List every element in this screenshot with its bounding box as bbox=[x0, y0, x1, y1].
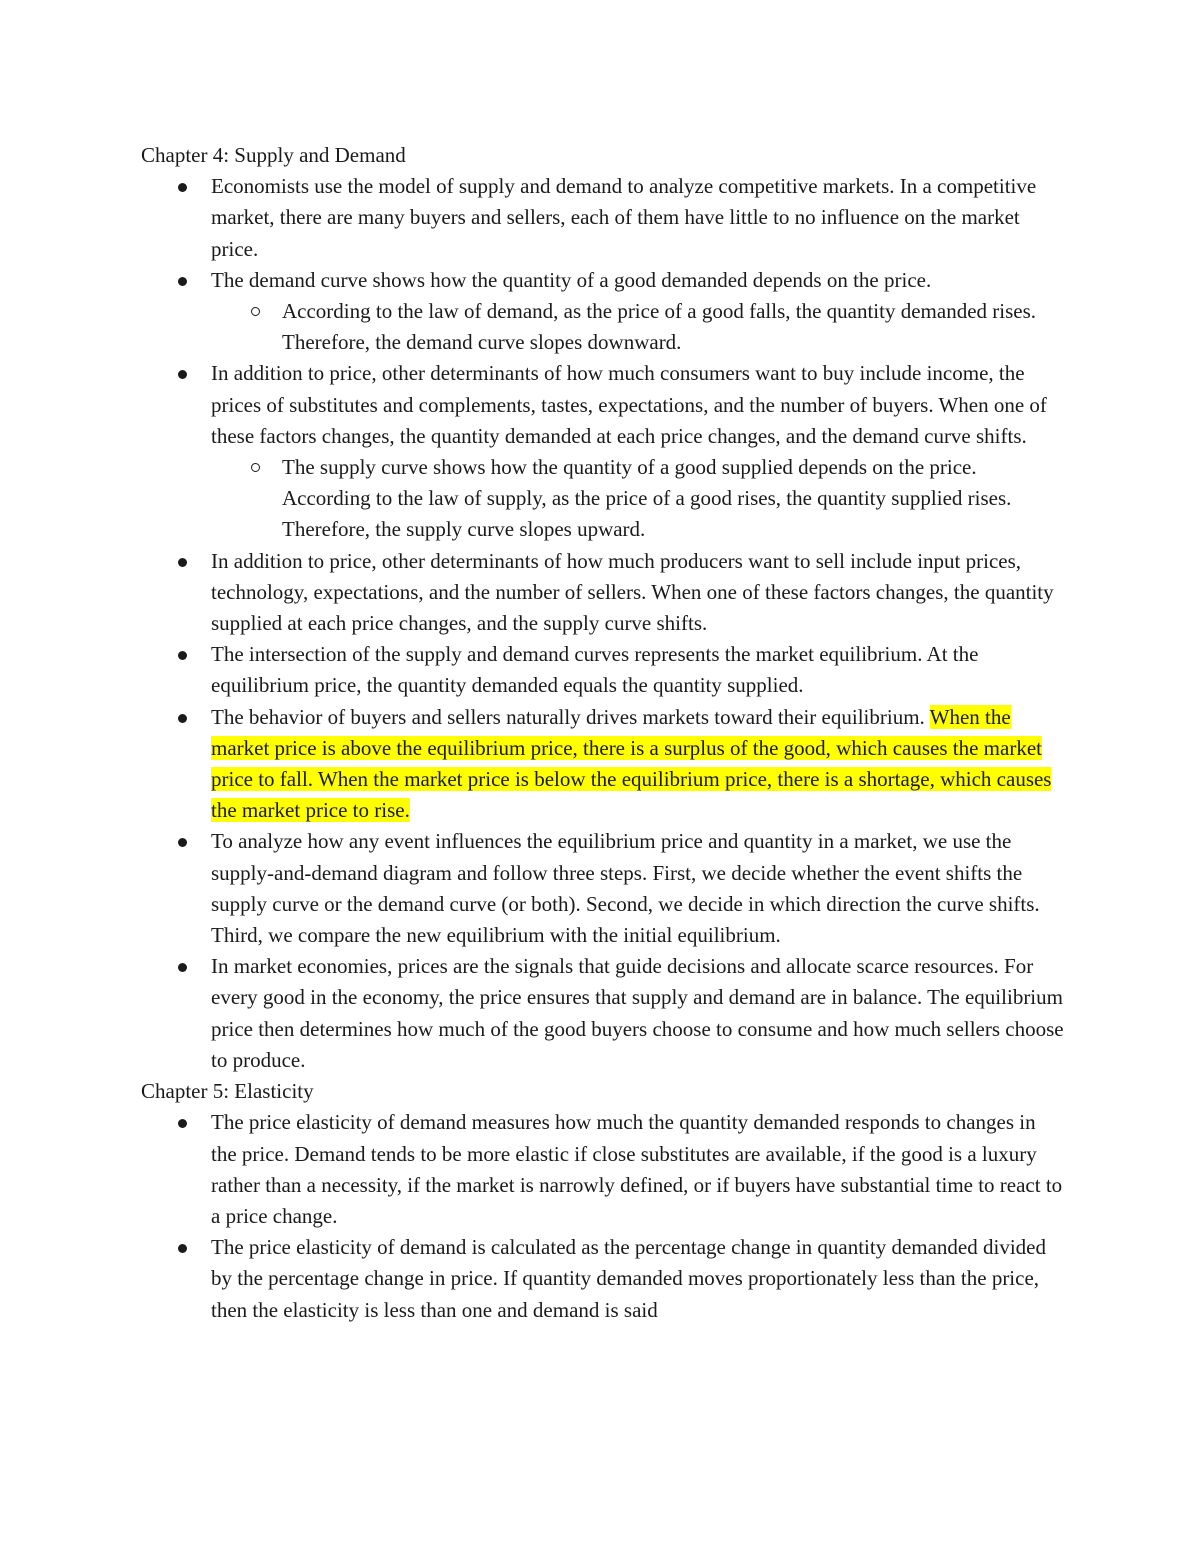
chapter-5-bullet-list bbox=[141, 1107, 1066, 1325]
list-item-text: The behavior of buyers and sellers naturally drives markets toward their equilibrium. bbox=[211, 704, 930, 729]
list-item bbox=[211, 951, 1066, 1076]
hollow-bullet-icon bbox=[251, 307, 260, 316]
list-item bbox=[211, 358, 1066, 545]
list-item bbox=[211, 639, 1066, 701]
list-item bbox=[211, 171, 1066, 265]
bullet-icon bbox=[178, 370, 187, 379]
list-item bbox=[211, 1232, 1066, 1326]
bullet-icon bbox=[178, 838, 187, 847]
list-item-text: The price elasticity of demand measures how much the quantity demanded responds to changes in the price. Demand tends to be more elastic if close substitutes are available, if the good is a luxury rather than a necessity, if the market is narrowly defined, or if buyers have substantial time to react to a price change. bbox=[211, 1110, 1063, 1228]
list-item-text: The price elasticity of demand is calculated as the percentage change in quantity demanded divided by the percentage change in price. If quantity demanded moves proportionately less than the price, then the elasticity is less than one and demand is said bbox=[211, 1235, 1046, 1322]
list-item bbox=[211, 702, 1066, 827]
list-item bbox=[211, 826, 1066, 951]
chapter-5-heading: Chapter 5: Elasticity bbox=[141, 1079, 314, 1104]
list-item-text: The intersection of the supply and demand curves represents the market equilibrium. At the equilibrium price, the quantity demanded equals the quantity supplied. bbox=[211, 642, 979, 698]
bullet-icon bbox=[178, 558, 187, 567]
sub-list-item bbox=[282, 452, 1066, 546]
bullet-icon bbox=[178, 183, 187, 192]
chapter-4-bullet-list bbox=[141, 171, 1066, 1076]
list-item-text: In addition to price, other determinants of how much consumers want to buy include income, the prices of substitutes and complements, tastes, expectations, and the number of buyers. When one of these factors changes, the quantity demanded at each price changes, and the demand curve shifts. bbox=[211, 361, 1047, 448]
list-item-text: The demand curve shows how the quantity of a good demanded depends on the price. bbox=[211, 267, 932, 292]
list-item bbox=[211, 546, 1066, 640]
chapter-4-heading: Chapter 4: Supply and Demand bbox=[141, 143, 406, 167]
highlighted-text: When the market price is above the equilibrium price, there is a surplus of the good, which causes the market price to fall. When the market price is below the equilibrium price, there is a shortage, which causes the market price to rise. bbox=[211, 704, 1052, 823]
sub-list-item-text: The supply curve shows how the quantity of a good supplied depends on the price. According to the law of supply, as the price of a good rises, the quantity supplied rises. Therefore, the supply curve slopes upward. bbox=[282, 455, 1012, 542]
hollow-bullet-icon bbox=[251, 463, 260, 472]
list-item-text: To analyze how any event influences the equilibrium price and quantity in a market, we use the supply-and-demand diagram and follow three steps. First, we decide whether the event shifts the supply curve or the demand curve (or both). Second, we decide in which direction the curve shifts. Third, we compare the new equilibrium with the initial equilibrium. bbox=[211, 829, 1040, 948]
list-item bbox=[211, 1107, 1066, 1232]
list-item-text: In addition to price, other determinants of how much producers want to sell include input prices, technology, expectations, and the number of sellers. When one of these factors changes, the quantity supplied at each price changes, and the supply curve shifts. bbox=[211, 548, 1054, 636]
sub-list-item-text: According to the law of demand, as the price of a good falls, the quantity demanded rises. Therefore, the demand curve slopes downward. bbox=[282, 299, 1037, 355]
bullet-icon bbox=[178, 714, 187, 723]
list-item-text: Economists use the model of supply and demand to analyze competitive markets. In a competitive market, there are many buyers and sellers, each of them have little to no influence on the market price. bbox=[211, 174, 1037, 261]
bullet-icon bbox=[178, 277, 187, 286]
list-item-text: In market economies, prices are the signals that guide decisions and allocate scarce resources. For every good in the economy, the price ensures that supply and demand are in balance. The equilibrium price then determines how much of the good buyers choose to consume and how much sellers choose to produce. bbox=[211, 954, 1064, 1072]
sub-list bbox=[211, 296, 1066, 358]
document-page bbox=[141, 140, 1066, 1326]
sub-list-item bbox=[282, 296, 1066, 358]
bullet-icon bbox=[178, 1244, 187, 1253]
bullet-icon bbox=[178, 1119, 187, 1128]
bullet-icon bbox=[178, 963, 187, 972]
bullet-icon bbox=[178, 651, 187, 660]
list-item bbox=[211, 265, 1066, 359]
sub-list bbox=[211, 452, 1066, 546]
